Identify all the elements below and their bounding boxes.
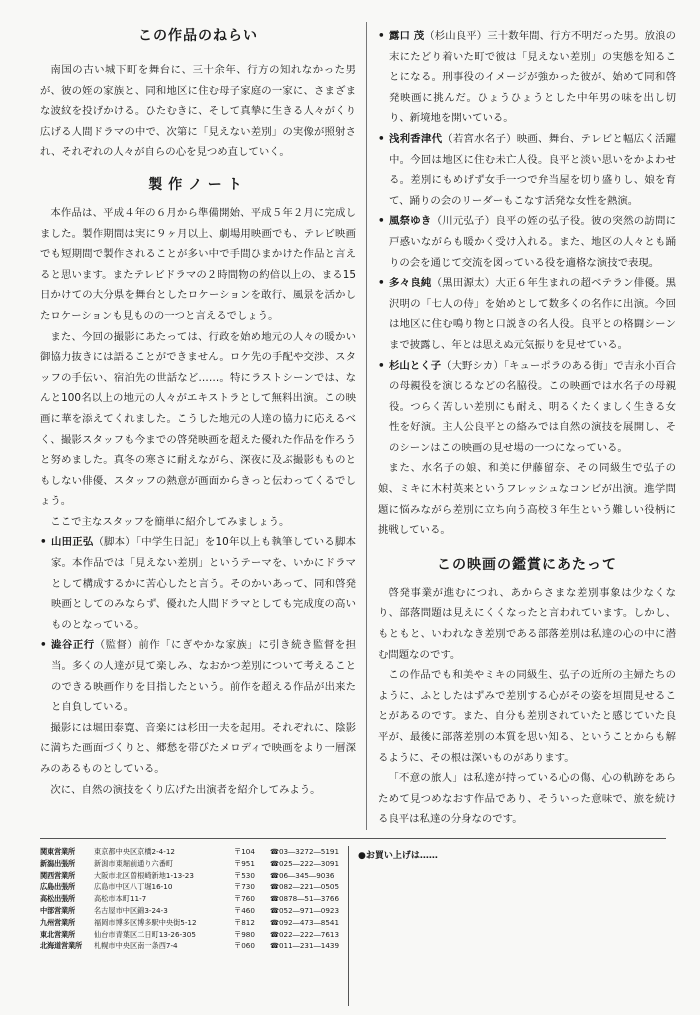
office-phone: ☎06―345―9036 — [270, 870, 335, 880]
office-phone: ☎022―222―7613 — [270, 929, 340, 939]
office-postal-code: 〒530 — [234, 870, 255, 880]
cast-name: 多々良純 — [389, 277, 432, 290]
office-list — [40, 846, 340, 952]
staff-list — [40, 532, 356, 717]
cast-item — [378, 356, 676, 459]
section-heading-appreciation: この映画の鑑賞にあたって — [437, 556, 617, 573]
cast-name: 杉山とく子 — [389, 359, 442, 372]
cast-description: 三十数年間、行方不明だった男。放浪の末にたどり着いた町で彼は「見えない差別」の実態を知ることになる。刑事役のイメージが強かった彼が、始めて同和啓発映画に挑んだ。ひょうひょうとした中年男の味を出し切り、新境地を開いている。 — [389, 30, 677, 125]
appreciation-paragraph: この作品でも和美やミキの同級生、弘子の近所の主婦たちのように、ふとしたはずみで差別する心がその姿を垣間見せることがあるのです。また、自分も差別されていたと感じていた良平が、最後に部落差別の本質を思い知る、ということからも解るように、その根は深いものがあります。 — [378, 669, 676, 764]
office-name: 広島出張所 — [40, 882, 75, 892]
office-address: 広島市中区八丁堀16-10 — [94, 882, 173, 892]
staff-name: 山田正弘 — [51, 536, 94, 549]
cast-description: 良平の姪の弘子役。彼の突然の訪問に戸惑いながらも暖かく受け入れる。また、地区の人々とも踊りの会を通じて交流を図っている役を適格な演技で表現。 — [389, 215, 677, 269]
office-postal-code: 〒460 — [234, 905, 255, 915]
office-phone: ☎0878―51―3766 — [270, 894, 340, 904]
cast-name: 風祭ゆき — [389, 215, 432, 228]
office-postal-code: 〒730 — [234, 882, 255, 892]
aim-paragraph: 南国の古い城下町を舞台に、三十余年、行方の知れなかった男が、彼の姪の家族と、同和地区に住む母子家庭の一家に、さまざまな波紋を投げかける。ひたむきに、そして真摯に生きる人々がくり広げる人間ドラマの中で、次第に「見えない差別」の実像が照射され、それぞれの人々が自らの心を見つめ直していく。 — [40, 64, 356, 159]
office-phone: ☎011―231―1439 — [270, 941, 340, 951]
office-row — [40, 858, 340, 870]
cast-name: 露口 茂 — [389, 30, 425, 42]
office-postal-code: 〒104 — [234, 847, 255, 856]
staff-description: 「中学生日記」を10年以上も執筆している脚本家。本作品では「見えない差別」というテーマを、いかにドラマとして構成するかに苦心したと言う。そのかいあって、同和啓発映画としてのみならず、優れた人間ドラマとしても完成度の高いものとなっている。 — [51, 536, 357, 631]
cast-description: 「キューポラのある街」で吉永小百合の母親役を演じるなどの名脇役。この映画では水名子の母親役。つらく苦しい差別にも耐え、明るくたくましく生きる女性を好演。主人公良平との絡みでは自然の演技を展開し、そのシーンはこの映画の見せ場の一つになっている。 — [389, 359, 676, 454]
cast-item — [378, 129, 676, 211]
office-row — [40, 917, 340, 929]
office-name: 関西営業所 — [40, 870, 75, 880]
cast-role: （黒田源太） — [431, 277, 496, 290]
section-heading-aim: この作品のねらい — [138, 28, 258, 44]
office-postal-code: 〒812 — [234, 917, 255, 927]
office-phone: ☎03―3272―5191 — [270, 847, 340, 856]
column-divider — [366, 22, 367, 830]
office-row — [40, 870, 340, 882]
staff-role: （脚本） — [93, 536, 136, 549]
staff-name: 澁谷正行 — [51, 639, 95, 652]
office-phone: ☎052―971―0923 — [270, 905, 340, 915]
cast-closing-paragraph: また、水名子の娘、和美に伊藤留奈、その同級生で弘子の娘、ミキに木村英来というフレッシュなコンビが出演。進学問題に悩みながら差別に立ち向う高校３年生という難しい役柄に挑戦している。 — [378, 462, 676, 537]
office-phone: ☎092―473―8541 — [270, 917, 340, 927]
office-address: 高松市本町11-7 — [94, 894, 147, 904]
office-address: 札幌市中央区南一条西7-4 — [94, 941, 178, 951]
office-phone: ☎082―221―0505 — [270, 882, 340, 892]
office-postal-code: 〒060 — [234, 941, 255, 951]
appreciation-paragraph: 啓発事業が進むにつれ、あからさまな差別事象は少なくなり、部落問題は見えにくくなったと言われています。しかし、もともと、いわれなき差別である部落差別は私達の心の中に潜む問題なのです。 — [378, 586, 676, 661]
production-notes — [40, 203, 356, 533]
cast-role: （川元弘子） — [431, 215, 496, 228]
note-paragraph: また、今回の撮影にあたっては、行政を始め地元の人々の暖かい御協力抜きには語ることができません。ロケ先の手配や交渉、スタッフの手伝い、宿泊先の世話など……。特にラストシーンでは、なんと100名以上の地元の人々がエキストラとして無料出演。この映画に華を添えてくれました。こうした地元の人達の協力に応えるべく、撮影スタッフも今までの啓発映画を超えた優れた作品を作ろうと努めました。真冬の寒さに耐えながら、深夜に及ぶ撮影もものともしない俳優、スタッフの熱意が画面からきっと伝わってくるでしょう。 — [40, 330, 356, 508]
cast-role: （杉山良平） — [424, 30, 488, 42]
office-address: 大阪市北区曽根崎新地1-13-23 — [94, 870, 194, 880]
staff-description: 前作「にぎやかな家族」に引き続き監督を担当。多くの人達が見て楽しみ、なおかつ差別について考えることのできる映画作りを目指したという。前作を超える作品が出来たと自負している。 — [51, 639, 357, 714]
office-name: 中部営業所 — [40, 905, 75, 915]
staff-item — [40, 532, 356, 635]
footer-divider — [40, 838, 666, 839]
cast-item — [378, 273, 676, 355]
office-row — [40, 929, 340, 941]
staff-role: （監督） — [94, 639, 139, 652]
office-name: 北海道営業所 — [40, 941, 82, 951]
office-address: 東京都中央区京橋2-4-12 — [94, 847, 175, 856]
office-row — [40, 940, 340, 952]
cast-description: 大正６年生まれの超ベテラン俳優。黒沢明の「七人の侍」を始めとして数多くの名作に出演。今回は地区に住む鳴り物と口説きの名人役。良平との格闘シーンまで披露し、年とは思えぬ元気振りを見せている。 — [389, 277, 677, 351]
office-postal-code: 〒980 — [234, 929, 255, 939]
cast-description: 映画、舞台、テレビと幅広く活躍中。今回は地区に住む未亡人役。良平と淡い思いをかよわせる。差別にもめげず女手一つで弁当屋を切り盛りし、娘を育て、踊りの会のリーダーもこなす活発な女性を熱演。 — [389, 132, 676, 207]
right-column — [378, 26, 676, 830]
left-column — [40, 26, 356, 800]
cast-name: 浅利香津代 — [389, 132, 443, 145]
staff-item — [40, 635, 356, 717]
purchase-label: ●お買い上げは…… — [358, 851, 438, 861]
staff-closing-paragraph: 撮影には堀田泰寛、音楽には杉田一夫を起用。それぞれに、陰影に満ちた画面づくりと、郷愁を帯びたメロディで映画をより一層深みのあるものとしている。 — [40, 721, 356, 775]
office-postal-code: 〒951 — [234, 858, 255, 868]
section-heading-production-notes: 製作ノート — [148, 176, 248, 193]
office-name: 関東営業所 — [40, 847, 75, 856]
appreciation-paragraph: 「不意の旅人」は私達が持っている心の傷、心の軌跡をあらためて見つめなおす作品であり、そういった意味で、旅を続ける良平は私達の分身なのです。 — [378, 772, 676, 826]
cast-role: （若宮水名子） — [442, 132, 517, 145]
cast-intro-paragraph: 次に、自然の演技をくり広げた出演者を紹介してみよう。 — [50, 783, 321, 796]
footer-column-divider — [348, 846, 349, 1006]
office-name: 高松出張所 — [40, 894, 75, 904]
cast-list — [378, 26, 676, 458]
office-address: 新潟市東堀前通り六番町 — [94, 858, 174, 868]
note-paragraph: ここで主なスタッフを簡単に紹介してみましょう。 — [50, 515, 290, 528]
office-row — [40, 881, 340, 893]
office-name: 新潟出張所 — [40, 858, 75, 868]
office-address: 仙台市青葉区二日町13-26-305 — [94, 929, 196, 939]
office-row — [40, 846, 340, 858]
office-postal-code: 〒760 — [234, 894, 255, 904]
cast-role: （大野シカ） — [441, 359, 504, 372]
cast-item — [378, 211, 676, 273]
note-paragraph: 本作品は、平成４年の６月から準備開始、平成５年２月に完成しました。製作期間は実に９ヶ月以上、劇場用映画でも、テレビ映画でも短期間で製作されることが多い中で手間ひまかけた作品と言えると思います。またテレビドラマの２時間物の約倍以上の、まる15日かけての大分県を舞台としたロケーションを敢行、風景を活かしたロケーションも見ものの一つと言えるでしょう。 — [40, 206, 356, 322]
office-name: 東北営業所 — [40, 929, 75, 939]
office-address: 名古屋市中区錦3-24-3 — [94, 905, 168, 915]
office-phone: ☎025―222―3091 — [270, 858, 340, 868]
cast-item — [378, 26, 676, 129]
office-name: 九州営業所 — [40, 917, 75, 927]
office-row — [40, 905, 340, 917]
office-address: 福岡市博多区博多駅中央街5-12 — [94, 917, 197, 927]
office-row — [40, 893, 340, 905]
